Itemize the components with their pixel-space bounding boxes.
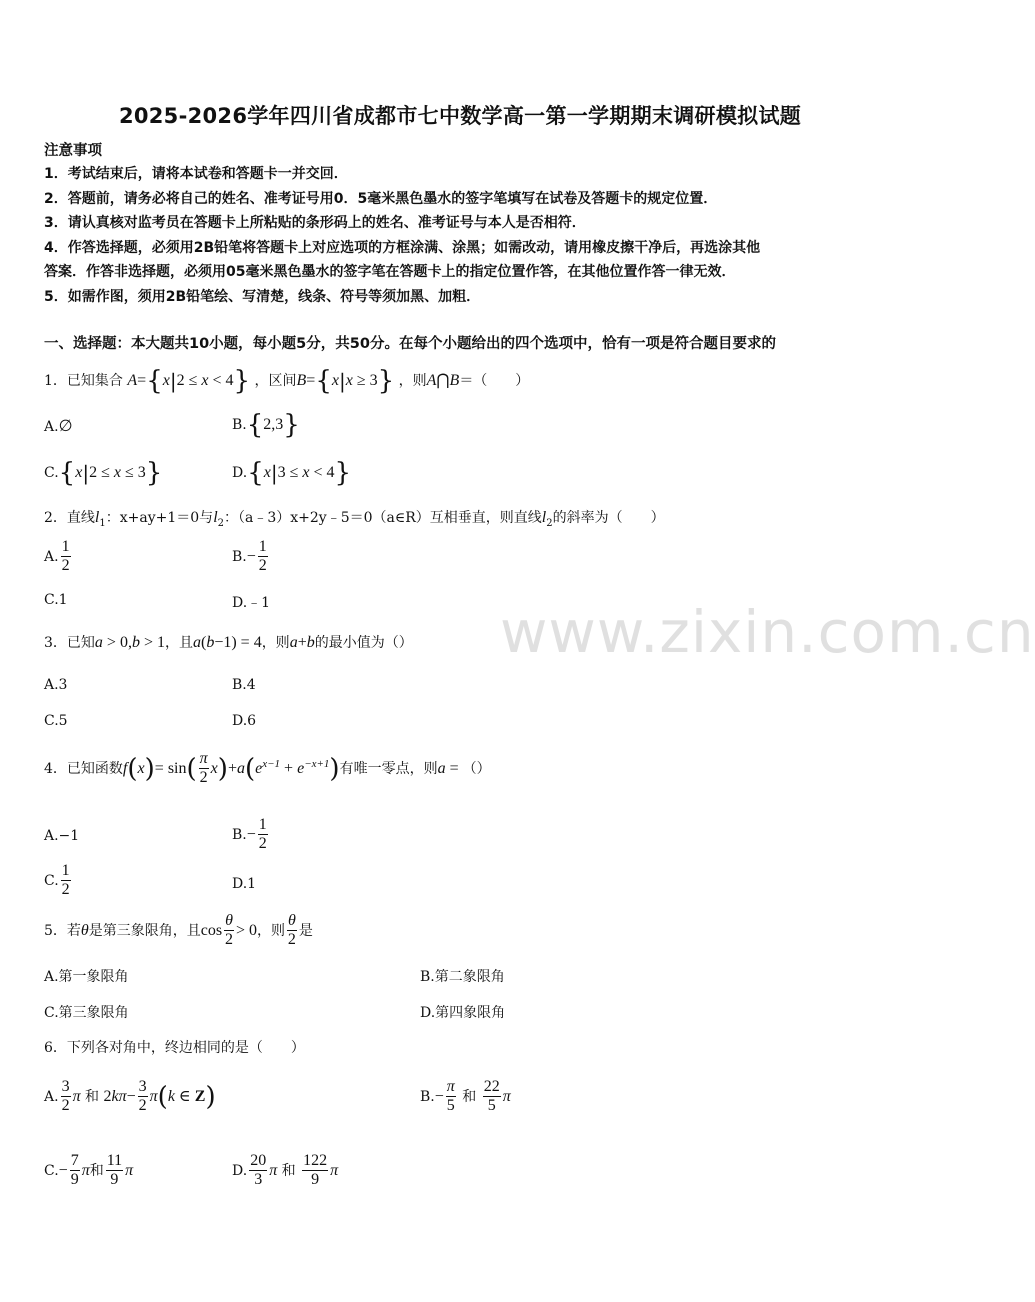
- option-d: D.6: [232, 713, 257, 729]
- question-5: 5．若θ是第三象限角，且cos $\frac{\theta}{2}$ > 0，则 $\frac{\theta}{2}$ 是: [44, 912, 313, 949]
- option-b: B.− $\frac{\pi}{5}$ 和 $\frac{22}{5}$ π: [420, 1078, 511, 1115]
- option-a: A.∅: [44, 418, 73, 435]
- option-c: C.1: [44, 592, 68, 608]
- option-c: C.{x|2 ≤ x ≤ 3}: [44, 458, 163, 488]
- question-text: 1．已知集合: [44, 373, 123, 389]
- option-d: D.{x|3 ≤ x < 4}: [232, 458, 352, 488]
- option-c: C.第三象限角: [44, 1005, 129, 1021]
- question-6: 6．下列各对角中，终边相同的是（ ）: [44, 1040, 305, 1056]
- option-a: A.第一象限角: [44, 969, 129, 985]
- option-b: B.4: [232, 677, 256, 693]
- question-3: 3．已知a > 0,b > 1，且a(b−1) = 4，则a+b的最小值为（）: [44, 634, 413, 651]
- option-b: B.第二象限角: [420, 969, 505, 985]
- question-4: 4．已知函数f(x)= sin( $\frac{\pi}{2}$ $x)+a(e^{x-1} + e^{-x+1})$有唯一零点，则a = （）: [44, 750, 491, 787]
- note-item: 2．答题前，请务必将自己的姓名、准考证号用0．5毫米黑色墨水的签字笔填写在试卷及答题卡的规定位置．: [44, 191, 718, 207]
- option-a: A.−1: [44, 828, 80, 844]
- option-a: A.3: [44, 677, 68, 693]
- section-heading: 一、选择题：本大题共10小题，每小题5分，共50分。在每个小题给出的四个选项中，恰有一项是符合题目要求的: [44, 336, 776, 352]
- note-item: 4．作答选择题，必须用2B铅笔将答题卡上对应选项的方框涂满、涂黑；如需改动，请用橡皮擦干净后，再选涂其他: [44, 240, 761, 256]
- option-b: B.− $\frac{1}{2}$: [232, 538, 267, 575]
- option-a: A. $\frac{3}{2}$ π 和 2kπ− $\frac{3}{2}$ π(k ∈ Z): [44, 1078, 216, 1115]
- option-d: D. $\frac{20}{3}$ π 和 $\frac{122}{9}$ π: [232, 1152, 339, 1189]
- question-1: 1．已知集合 A={x|2 ≤ x < 4} ，区间B={x|x ≥ 3} ，则A⋂B＝（ ）: [44, 366, 530, 396]
- option-d: D.﹣1: [232, 595, 271, 611]
- note-item: 5．如需作图，须用2B铅笔绘、写清楚，线条、符号等须加黑、加粗．: [44, 289, 481, 305]
- notes-heading: 注意事项: [44, 143, 102, 159]
- option-d: D.第四象限角: [420, 1005, 506, 1021]
- page-title: 2025-2026学年四川省成都市七中数学高一第一学期期末调研模拟试题: [118, 104, 802, 128]
- option-b: B.{2,3}: [232, 410, 300, 440]
- note-item: 1．考试结束后，请将本试卷和答题卡一并交回．: [44, 166, 348, 182]
- option-b: B.− $\frac{1}{2}$: [232, 816, 267, 853]
- option-a: A. $\frac{1}{2}$: [44, 538, 70, 575]
- option-c: C. $\frac{1}{2}$: [44, 862, 70, 899]
- option-c: C.5: [44, 713, 68, 729]
- watermark: www.zixin.com.cn: [500, 598, 1035, 666]
- question-2: 2．直线$l_1$：x+ay+1＝0与$l_2$：（a﹣3）x+2y﹣5＝0（a∈R）互相垂直，则直线$l_2$的斜率为（ ）: [44, 509, 665, 529]
- option-d: D.1: [232, 876, 257, 892]
- option-c: C.− $\frac{7}{9}$ π和 $\frac{11}{9}$ π: [44, 1152, 134, 1189]
- note-item: 3．请认真核对监考员在答题卡上所粘贴的条形码上的姓名、准考证号与本人是否相符．: [44, 215, 586, 231]
- note-item: 答案．作答非选择题，必须用05毫米黑色墨水的签字笔在答题卡上的指定位置作答，在其他位置作答一律无效．: [44, 264, 736, 280]
